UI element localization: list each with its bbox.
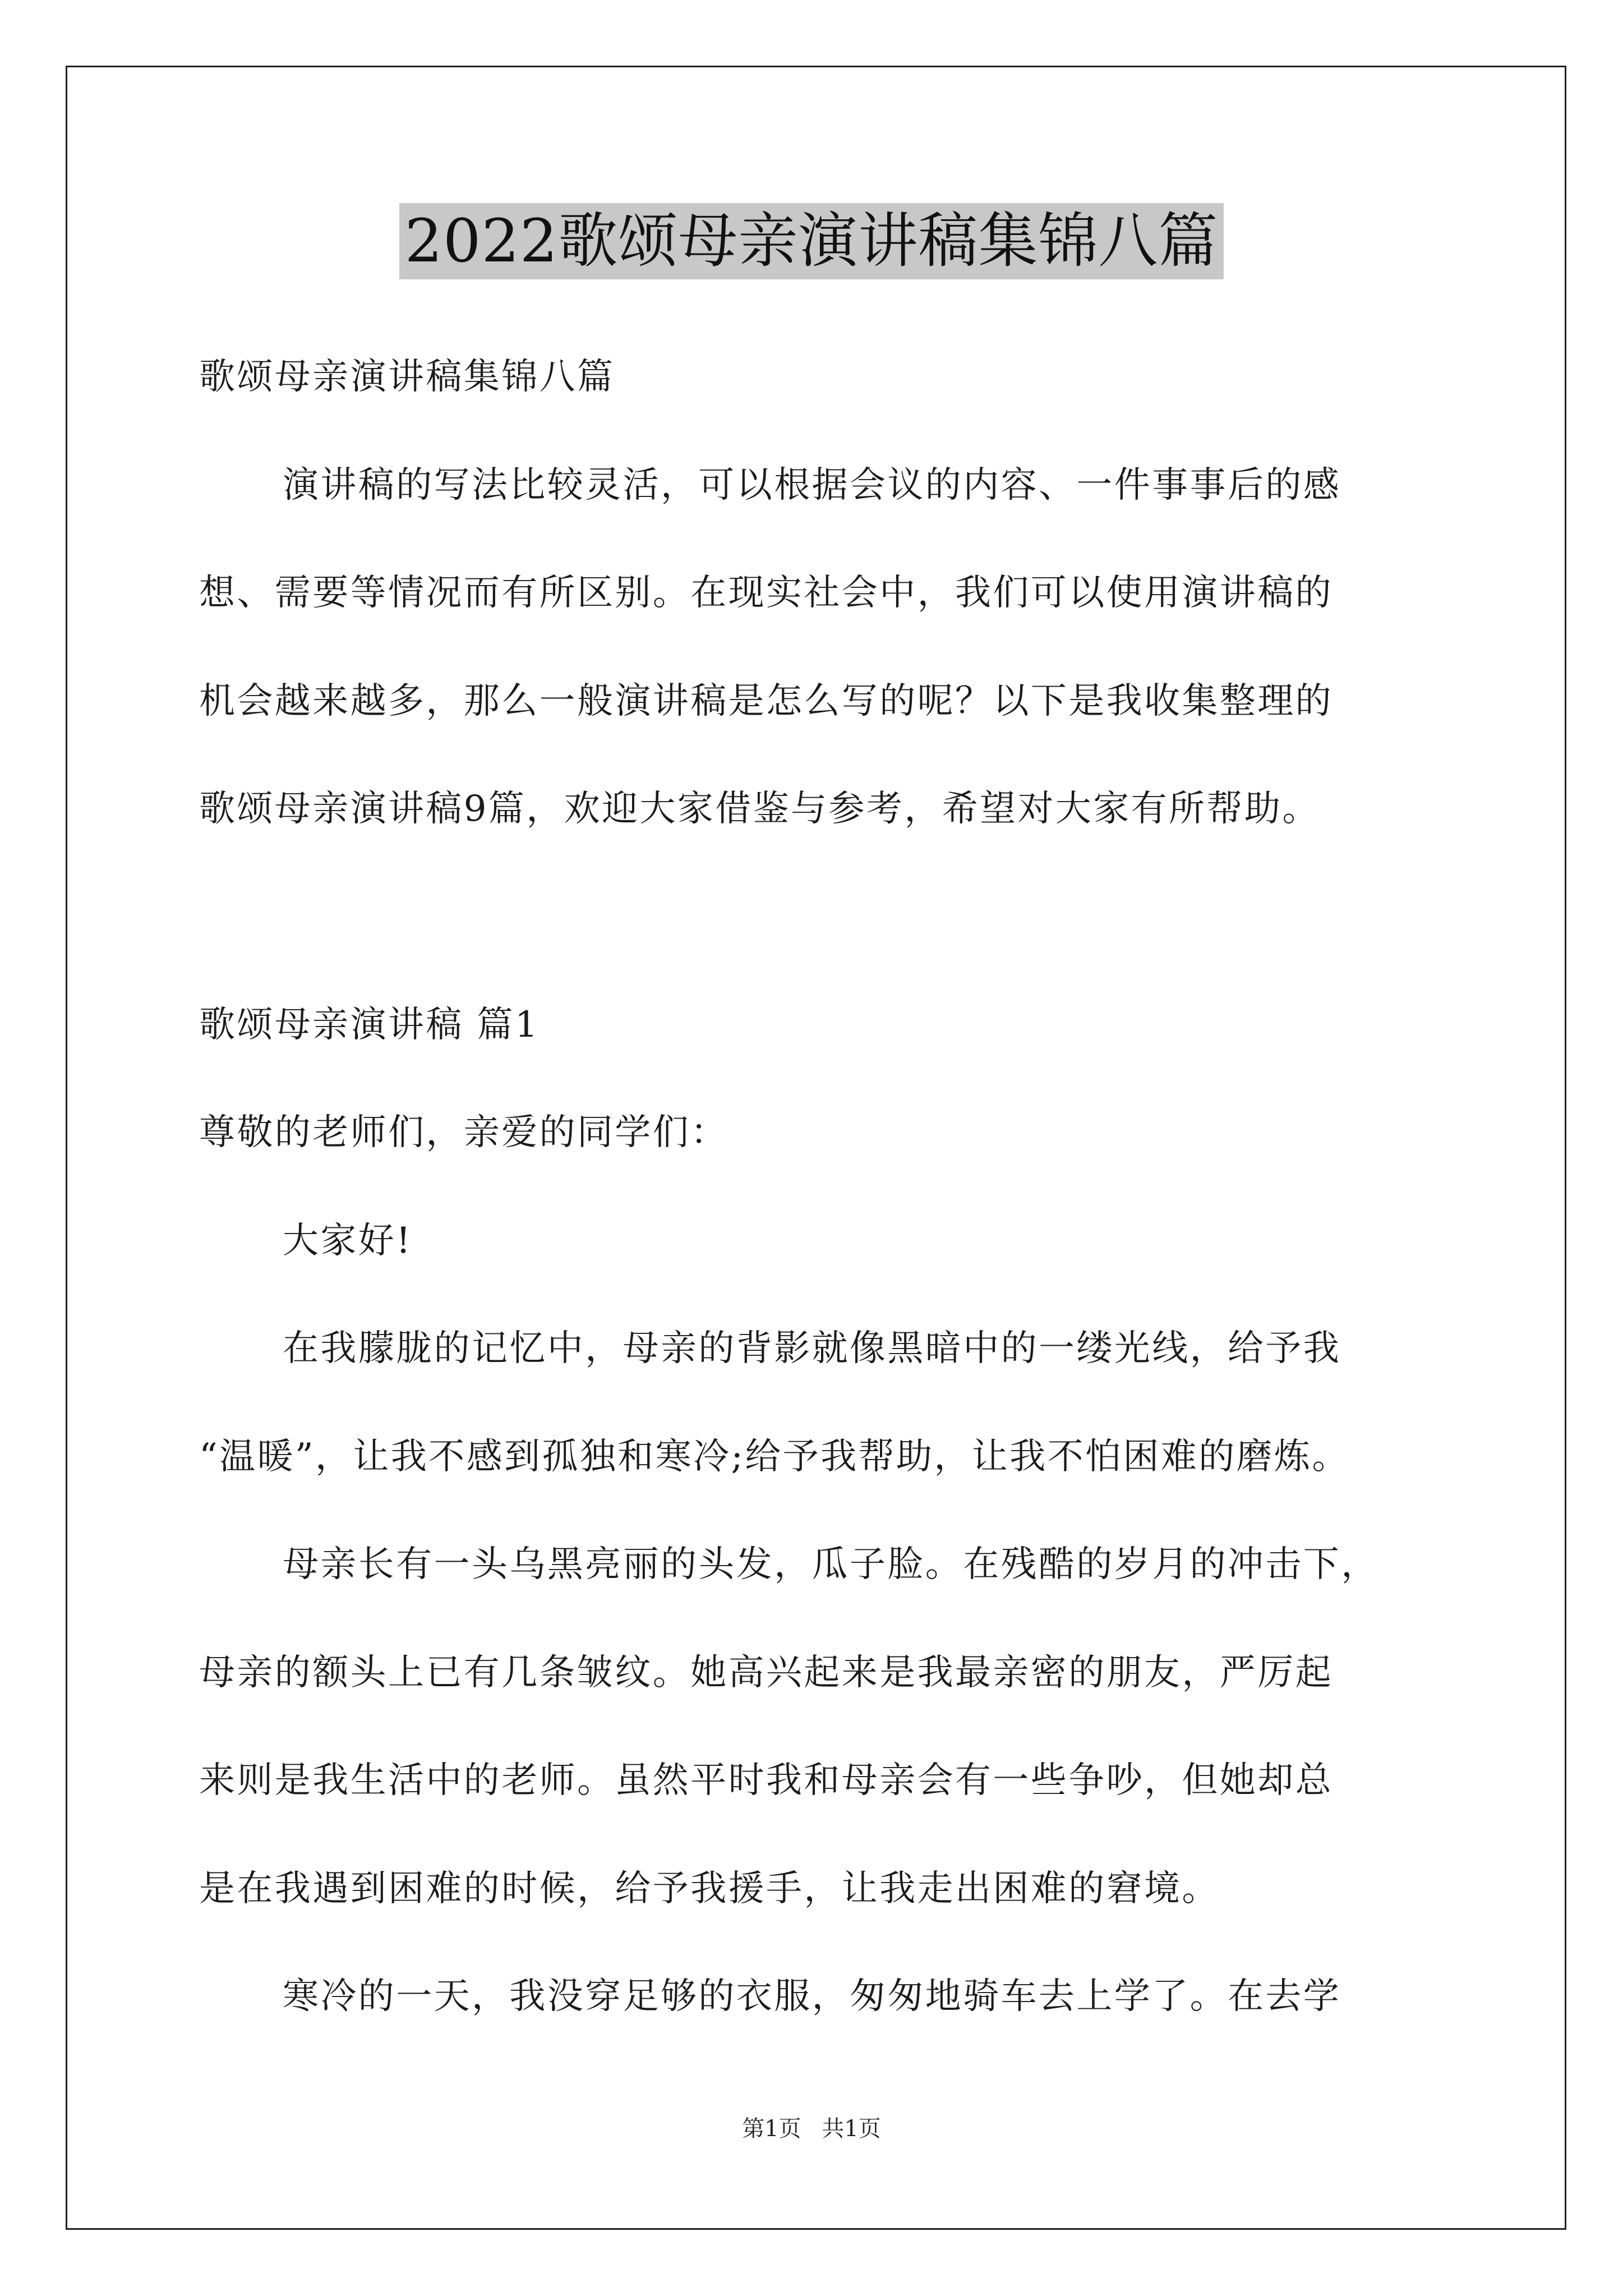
paragraph-line: 母亲的额头上已有几条皱纹。她高兴起来是我最亲密的朋友，严厉起 xyxy=(199,1652,1333,1694)
intro-line-2: 想、需要等情况而有所区别。在现实社会中，我们可以使用演讲稿的 xyxy=(199,572,1333,614)
title-container xyxy=(0,203,1623,279)
paragraph-line: 在我朦胧的记忆中，母亲的背影就像黑暗中的一缕光线，给予我 xyxy=(283,1328,1341,1369)
paragraph-line: 寒冷的一天，我没穿足够的衣服，匆匆地骑车去上学了。在去学 xyxy=(283,1976,1341,2017)
page-footer xyxy=(0,2115,1623,2143)
intro-line-1: 演讲稿的写法比较灵活，可以根据会议的内容、一件事事后的感 xyxy=(283,464,1341,506)
page-total: 共1页 xyxy=(822,2116,881,2142)
subtitle-line: 歌颂母亲演讲稿集锦八篇 xyxy=(199,356,615,398)
paragraph-line: “温暖”，让我不感到孤独和寒冷;给予我帮助，让我不怕困难的磨炼。 xyxy=(199,1436,1350,1478)
paragraph-line: 是在我遇到困难的时候，给予我援手，让我走出困难的窘境。 xyxy=(199,1868,1220,1910)
intro-line-3: 机会越来越多，那么一般演讲稿是怎么写的呢？以下是我收集整理的 xyxy=(199,680,1333,722)
page-number: 第1页 xyxy=(742,2116,801,2142)
salutation-line: 尊敬的老师们，亲爱的同学们： xyxy=(199,1112,728,1153)
paragraph-line: 母亲长有一头乌黑亮丽的头发，瓜子脸。在残酷的岁月的冲击下， xyxy=(283,1544,1379,1585)
paragraph-line: 来则是我生活中的老师。虽然平时我和母亲会有一些争吵，但她却总 xyxy=(199,1760,1333,1801)
section-heading: 歌颂母亲演讲稿 篇1 xyxy=(199,1004,540,1046)
greeting-line: 大家好! xyxy=(283,1220,413,1262)
intro-line-4: 歌颂母亲演讲稿9篇，欢迎大家借鉴与参考，希望对大家有所帮助。 xyxy=(199,788,1320,830)
document-title: 2022歌颂母亲演讲稿集锦八篇 xyxy=(399,203,1224,279)
